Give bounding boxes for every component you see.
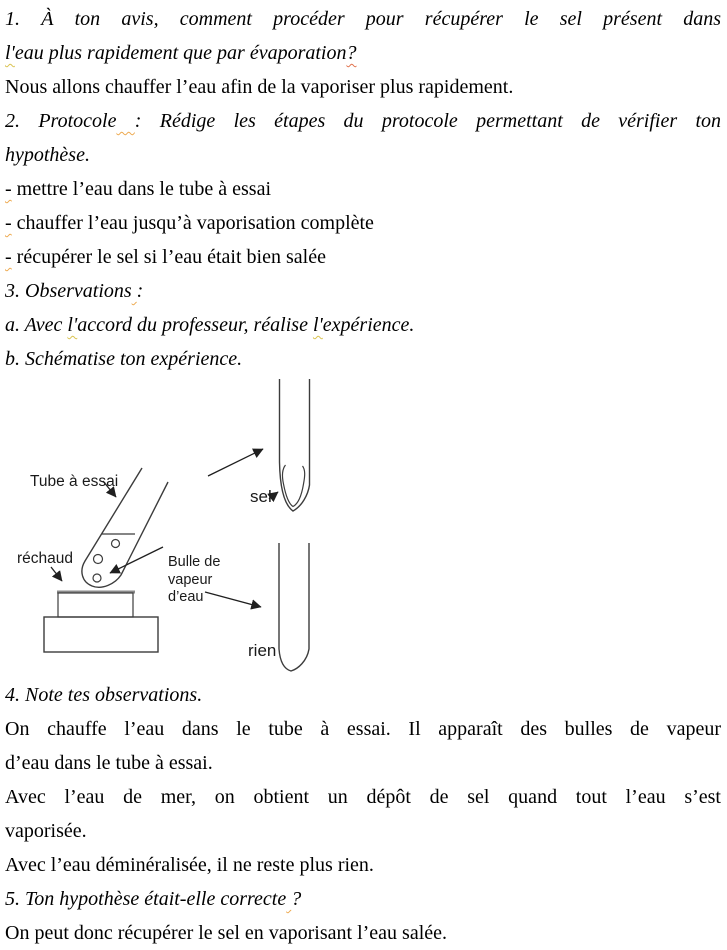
vapor-bubble xyxy=(112,540,120,548)
bulle-vapeur-label-line3: d’eau xyxy=(168,589,204,605)
text-line xyxy=(5,746,721,780)
text-segment: : xyxy=(136,280,144,302)
rien-test-tube xyxy=(279,543,309,671)
text-segment-squiggle: - xyxy=(5,246,12,268)
text-line xyxy=(5,172,721,206)
text-segment-squiggle: ? xyxy=(346,42,357,64)
text-segment: On chauffe l’eau dans le tube à essai. Il apparaît des bulles de vapeur xyxy=(5,718,721,740)
text-line xyxy=(5,274,721,308)
text-segment: accord du professeur, réalise xyxy=(77,314,313,336)
text-line xyxy=(5,240,721,274)
text-line xyxy=(5,678,721,712)
text-segment: eau plus rapidement que par évaporation xyxy=(14,42,347,64)
text-segment: 5. Ton hypothèse était-elle correcte xyxy=(5,888,287,910)
text-line xyxy=(5,206,721,240)
heater-upper-body xyxy=(58,593,133,617)
text-segment: hypothèse. xyxy=(5,144,90,166)
bulle-vapeur-label-line1: Bulle de xyxy=(168,554,221,570)
text-segment-squiggle: - xyxy=(5,212,12,234)
tube-essai-label: Tube à essai xyxy=(30,473,119,490)
text-segment-squiggle: - xyxy=(5,178,12,200)
text-line xyxy=(5,848,721,882)
arrow-to-rien-tube xyxy=(205,592,261,607)
text-segment: On peut donc récupérer le sel en vaporisant l’eau salée. xyxy=(5,922,448,944)
text-segment: mettre l’eau dans le tube à essai xyxy=(11,178,272,200)
text-line xyxy=(5,308,721,342)
text-line xyxy=(5,2,721,36)
text-segment: b. Schématise ton expérience. xyxy=(5,348,243,370)
arrow-to-bubble xyxy=(110,547,163,573)
text-line xyxy=(5,36,721,70)
text-segment: vaporisée. xyxy=(5,820,87,842)
text-segment: expérience. xyxy=(322,314,415,336)
text-line xyxy=(5,780,721,814)
text-line xyxy=(5,712,721,746)
arrow-to-sel-tube xyxy=(208,449,263,476)
text-segment: ? xyxy=(291,888,302,910)
text-segment-squiggle: l' xyxy=(5,42,15,64)
heater-base xyxy=(44,617,158,652)
text-segment: d’eau dans le tube à essai. xyxy=(5,752,213,774)
text-line xyxy=(5,814,721,848)
text-segment-squiggle: l' xyxy=(67,314,78,336)
text-segment: 3. Observations xyxy=(5,280,132,302)
text-segment: 2. Protocole xyxy=(5,110,117,132)
arrow-to-rechaud xyxy=(51,567,62,581)
text-line xyxy=(5,104,721,138)
text-line xyxy=(5,882,721,916)
text-segment-squiggle xyxy=(116,110,134,132)
text-block-questions xyxy=(5,2,721,376)
text-segment: a. Avec xyxy=(5,314,68,336)
sel-label: sel xyxy=(250,487,272,506)
text-segment: : Rédige les étapes du protocole permettant de vérifier ton xyxy=(134,110,722,132)
text-segment: 4. Note tes observations. xyxy=(5,684,203,706)
text-line xyxy=(5,70,721,104)
text-segment: chauffer l’eau jusqu’à vaporisation complète xyxy=(11,212,374,234)
experiment-diagram xyxy=(5,376,720,678)
text-segment-squiggle: l' xyxy=(312,314,323,336)
rechaud-label: réchaud xyxy=(17,550,74,567)
text-block-conclusion xyxy=(5,678,721,950)
text-line xyxy=(5,916,721,950)
vapor-bubble xyxy=(94,555,103,564)
text-segment: Avec l’eau de mer, on obtient un dépôt de sel quand tout l’eau s’est xyxy=(5,786,721,808)
text-segment: Nous allons chauffer l’eau afin de la vaporiser plus rapidement. xyxy=(5,76,514,98)
vapor-bubble xyxy=(93,574,101,582)
rien-label: rien xyxy=(248,641,277,660)
text-segment: Avec l’eau déminéralisée, il ne reste plus rien. xyxy=(5,854,374,876)
text-line xyxy=(5,342,721,376)
text-segment: récupérer le sel si l’eau était bien salée xyxy=(11,246,326,268)
sel-test-tube xyxy=(280,379,310,511)
bulle-vapeur-label-line2: vapeur xyxy=(168,572,213,588)
text-line xyxy=(5,138,721,172)
text-segment: 1. À ton avis, comment procéder pour récupérer le sel présent dans xyxy=(5,8,721,30)
